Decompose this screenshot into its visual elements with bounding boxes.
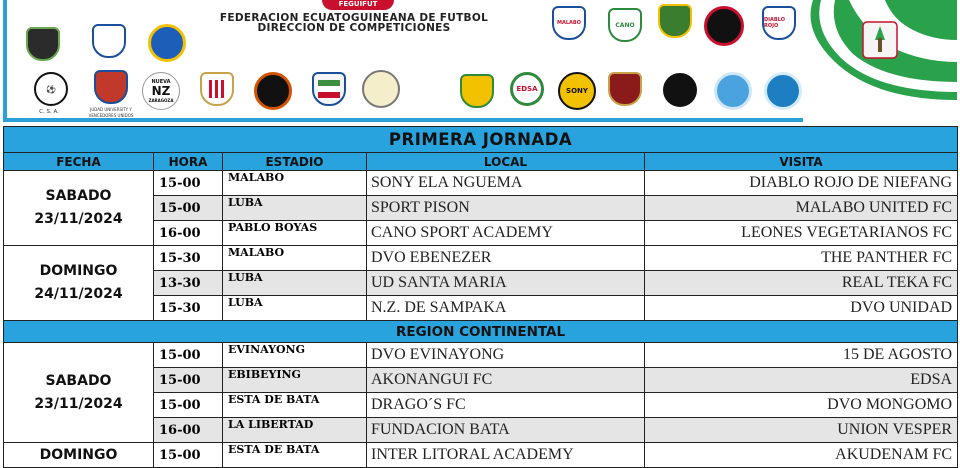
estadio-cell: LA LIBERTAD xyxy=(223,418,367,443)
club-logo-diablo-rojo: DIABLO ROJO xyxy=(762,6,796,40)
match-day: DOMINGO xyxy=(39,446,118,463)
club-caption-csa: C. S. A. xyxy=(39,109,59,115)
club-logo-jumatd xyxy=(94,70,128,104)
local-team-cell: N.Z. DE SAMPAKA xyxy=(367,296,645,321)
fixtures-table xyxy=(3,126,958,468)
section-header-row xyxy=(4,321,958,343)
hora-cell: 15-00 xyxy=(154,443,223,468)
club-logo-edsa: EDSA xyxy=(510,72,544,106)
club-logo-nz-sampaka xyxy=(142,72,180,110)
visita-team-cell: EDSA xyxy=(645,368,958,393)
hora-cell: 15-00 xyxy=(154,171,223,196)
estadio-cell: MALABO xyxy=(223,171,367,196)
table-row xyxy=(4,443,958,468)
col-header-fecha: FECHA xyxy=(4,153,154,171)
club-logo-litoral xyxy=(764,72,802,110)
estadio-cell: EBIBEYING xyxy=(223,368,367,393)
club-logo-cfd xyxy=(92,24,126,58)
match-day: SABADO xyxy=(45,372,112,389)
nz-logo-top: NUEVA xyxy=(151,78,171,85)
club-caption-jumatd: JUDAD UNIVERSITY Y VENCEDORES UNIDOS xyxy=(88,107,134,118)
visita-team-cell: 15 DE AGOSTO xyxy=(645,343,958,368)
hora-cell: 15-00 xyxy=(154,368,223,393)
estadio-cell: ESTA DE BATA xyxy=(223,393,367,418)
local-team-cell: INTER LITORAL ACADEMY xyxy=(367,443,645,468)
local-team-cell: DVO EBENEZER xyxy=(367,246,645,271)
federation-name: FEDERACION ECUATOGUINEANA DE FUTBOL xyxy=(219,12,489,24)
hora-cell: 15-00 xyxy=(154,343,223,368)
col-header-local: LOCAL xyxy=(367,153,645,171)
table-row xyxy=(4,171,958,196)
club-logo-dragos xyxy=(608,72,642,106)
hora-cell: 16-00 xyxy=(154,418,223,443)
match-date: 24/11/2024 xyxy=(34,286,123,302)
match-date: 23/11/2024 xyxy=(34,211,123,227)
club-logo-malabo-united: MALABO xyxy=(552,6,586,40)
visita-team-cell: UNION VESPER xyxy=(645,418,958,443)
fecha-cell xyxy=(4,171,154,246)
table-row xyxy=(4,343,958,368)
hora-cell: 15-30 xyxy=(154,246,223,271)
table-title: PRIMERA JORNADA xyxy=(4,127,958,153)
visita-team-cell: THE PANTHER FC xyxy=(645,246,958,271)
fecha-cell xyxy=(4,443,154,468)
estadio-cell: PABLO BOYAS xyxy=(223,221,367,246)
hora-cell: 15-00 xyxy=(154,196,223,221)
club-logo-csa: ⚽ xyxy=(34,72,68,106)
visita-team-cell: LEONES VEGETARIANOS FC xyxy=(645,221,958,246)
estadio-cell: ESTA DE BATA xyxy=(223,443,367,468)
visita-team-cell: REAL TEKA FC xyxy=(645,271,958,296)
local-team-cell: CANO SPORT ACADEMY xyxy=(367,221,645,246)
col-header-hora: HORA xyxy=(154,153,223,171)
club-logo-sony: SONY xyxy=(558,72,596,110)
club-logo-real-teka xyxy=(254,72,292,110)
visita-team-cell: AKUDENAM FC xyxy=(645,443,958,468)
match-date: 23/11/2024 xyxy=(34,395,123,412)
region-continental-title: REGION CONTINENTAL xyxy=(4,321,958,343)
col-header-visita: VISITA xyxy=(645,153,958,171)
column-header-row xyxy=(4,153,958,171)
visita-team-cell: DIABLO ROJO DE NIEFANG xyxy=(645,171,958,196)
visita-team-cell: MALABO UNITED FC xyxy=(645,196,958,221)
match-day: DOMINGO xyxy=(39,263,118,279)
flag-stripes-icon xyxy=(318,80,340,98)
estadio-cell: EVINAYONG xyxy=(223,343,367,368)
estadio-cell: LUBA xyxy=(223,271,367,296)
col-header-estadio: ESTADIO xyxy=(223,153,367,171)
hora-cell: 13-30 xyxy=(154,271,223,296)
estadio-cell: LUBA xyxy=(223,296,367,321)
competition-directorate: DIRECCION DE COMPETICIONES xyxy=(257,22,451,34)
fecha-cell xyxy=(4,343,154,443)
fecha-cell xyxy=(4,246,154,321)
club-logo-vesper xyxy=(704,6,744,46)
local-team-cell: DVO EVINAYONG xyxy=(367,343,645,368)
local-team-cell: AKONANGUI FC xyxy=(367,368,645,393)
local-team-cell: SONY ELA NGUEMA xyxy=(367,171,645,196)
nz-logo-sub: ZARAGOZA xyxy=(148,97,174,103)
flag-icon xyxy=(803,0,957,122)
federation-title xyxy=(196,13,512,33)
club-logo-santa-maria xyxy=(148,24,186,62)
hora-cell: 15-30 xyxy=(154,296,223,321)
table-row xyxy=(4,246,958,271)
equatorial-guinea-flag-graphic xyxy=(803,0,957,122)
stripes-icon xyxy=(207,78,227,100)
club-logo-sport-pison xyxy=(660,70,700,110)
club-logo-panther xyxy=(362,70,400,108)
club-logo-leones xyxy=(658,4,692,38)
visita-team-cell: DVO MONGOMO xyxy=(645,393,958,418)
estadio-cell: LUBA xyxy=(223,196,367,221)
local-team-cell: FUNDACION BATA xyxy=(367,418,645,443)
local-team-cell: UD SANTA MARIA xyxy=(367,271,645,296)
hora-cell: 15-00 xyxy=(154,393,223,418)
club-logo-1 xyxy=(26,27,60,61)
estadio-cell: MALABO xyxy=(223,246,367,271)
club-logo-athletic xyxy=(200,72,234,106)
header-banner xyxy=(0,0,960,126)
club-logo-akonangui xyxy=(460,74,494,108)
club-logo-fundacion xyxy=(714,72,752,110)
local-team-cell: DRAGO´S FC xyxy=(367,393,645,418)
nz-logo-main: NZ xyxy=(151,83,171,98)
club-logo-deportivo xyxy=(312,72,346,106)
hora-cell: 16-00 xyxy=(154,221,223,246)
match-day: SABADO xyxy=(45,188,112,204)
visita-team-cell: DVO UNIDAD xyxy=(645,296,958,321)
local-team-cell: SPORT PISON xyxy=(367,196,645,221)
club-logo-cano: CANO xyxy=(608,8,642,42)
federation-badge: FEGUIFUT xyxy=(322,0,394,10)
table-title-row xyxy=(4,127,958,153)
